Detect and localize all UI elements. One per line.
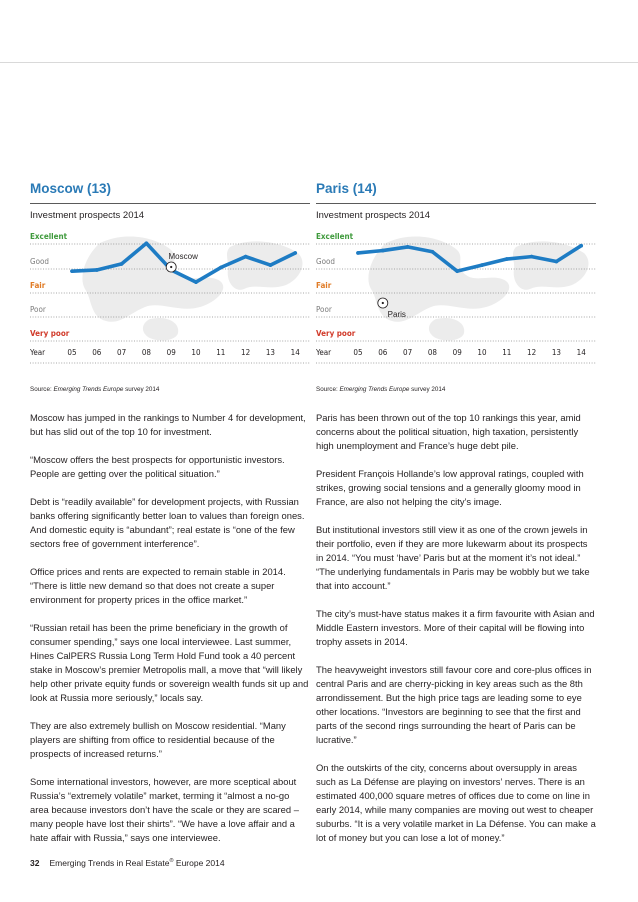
moscow-source: [30, 385, 310, 395]
paragraph: Some international investors, however, are more sceptical about Russia’s “extremely volatile” market, terming it “almost a no-go area because investors don’t have the scale or they are scared – many people have lost their shirts”. “We have a love affair and a hate affair with Russia,” says one interviewee.: [30, 776, 299, 843]
paris-title: Paris (14): [316, 181, 377, 196]
paragraph: Debt is “readily available” for development projects, with Russian banks offering significantly better loan to values than foreign ones. And domestic equity is “abundant”; real estate is “one of the few sectors free of government interference”.: [30, 496, 305, 549]
x-tick-label: 05: [67, 348, 77, 357]
footer-title-suffix: Europe 2014: [173, 858, 225, 868]
moscow-title-rule: [30, 203, 310, 204]
paragraph: On the outskirts of the city, concerns about oversupply in areas such as La Défense are playing on investors’ nerves. There is an estimated 400,000 square metres of offices due to come on line in early 2014, while many companies are moving out west to cheaper suburbs. “It is a very volatile market in La Défense. You can make a lot of money but you can lose a lot of money.”: [316, 762, 596, 843]
x-tick-label: 14: [290, 348, 300, 357]
y-category-label: Very poor: [30, 329, 70, 338]
paragraph: “Moscow offers the best prospects for opportunistic investors. People are getting over the political situation.”: [30, 454, 285, 479]
moscow-chart-subtitle: Investment prospects 2014: [30, 210, 145, 221]
x-tick-label: 09: [166, 348, 176, 357]
paragraph: But institutional investors still view it as one of the crown jewels in their portfolio, even if they are more lukewarm about its prospects in 2014. “You must ‘have’ Paris but at the moment it’s not ideal.” “The underlying fundamentals in Paris may be wobbly but we take that into account.”: [316, 524, 590, 591]
registered-mark: ®: [169, 858, 174, 865]
page-header-band: [0, 0, 638, 63]
x-tick-label: 13: [265, 348, 275, 357]
x-tick-label: 09: [452, 348, 462, 357]
data-point: [381, 249, 385, 253]
city-marker-dot: [382, 302, 384, 304]
data-point: [530, 255, 534, 259]
data-point: [120, 262, 124, 266]
source-italic: Emerging Trends Europe: [53, 386, 124, 393]
paragraph: Paris has been thrown out of the top 10 rankings this year, amid concerns about the political situation, high taxation, persistently high unemployment and France’s huge debt pile.: [316, 412, 581, 451]
x-tick-label: 12: [527, 348, 537, 357]
x-tick-label: 06: [92, 348, 102, 357]
data-point: [505, 257, 509, 261]
data-point: [431, 250, 435, 254]
data-point: [356, 251, 360, 255]
y-category-label: Very poor: [316, 329, 356, 338]
source-suffix: survey 2014: [123, 386, 160, 393]
data-point: [455, 269, 459, 273]
source-prefix: Source:: [316, 386, 340, 393]
paris-title-rule: [316, 203, 596, 204]
data-point: [579, 244, 583, 248]
page-number: 32: [30, 858, 40, 868]
paris-source: [316, 385, 596, 395]
x-tick-label: 13: [551, 348, 561, 357]
source-suffix: survey 2014: [409, 386, 446, 393]
map-shape: [227, 241, 302, 289]
x-tick-label: 07: [117, 348, 127, 357]
series-segment: [507, 257, 532, 259]
y-category-label: Fair: [316, 281, 332, 290]
x-tick-label: 08: [141, 348, 151, 357]
data-point: [194, 280, 198, 284]
y-category-label: Excellent: [316, 232, 354, 241]
x-tick-label: 11: [216, 348, 226, 357]
map-shape: [429, 318, 464, 341]
footer-title: Emerging Trends in Real Estate: [49, 858, 170, 868]
data-point: [70, 269, 74, 273]
y-category-label: Fair: [30, 281, 46, 290]
data-point: [293, 251, 297, 255]
data-point: [555, 260, 559, 264]
x-axis-title: Year: [316, 348, 332, 357]
paris-section: [316, 180, 596, 859]
page-footer: [30, 858, 225, 868]
data-point: [95, 268, 99, 272]
moscow-body-text: [30, 411, 310, 845]
city-marker-dot: [170, 266, 172, 268]
x-tick-label: 10: [477, 348, 487, 357]
paris-chart: [316, 223, 596, 383]
x-tick-label: 10: [191, 348, 201, 357]
x-tick-label: 08: [427, 348, 437, 357]
y-category-label: Poor: [30, 305, 46, 314]
paragraph: “Russian retail has been the prime beneficiary in the growth of consumer spending,” says one local interviewee. Last summer, Hines CalPERS Russia Long Term Hold Fund took a 40 percent stake in Moscow’s premier Metropolis mall, a move that “will likely help other private equity funds or sovereign wealth funds sit up and look at Russia more seriously,” locals say.: [30, 622, 309, 703]
y-category-label: Good: [30, 257, 49, 266]
map-background: [368, 236, 588, 340]
paragraph: President François Hollande’s low approval ratings, coupled with strikes, growing social tensions and a generally gloomy mood in France, are also not helping the city’s image.: [316, 468, 584, 507]
source-prefix: Source:: [30, 386, 54, 393]
paragraph: They are also extremely bullish on Moscow residential. “Many players are shifting from office to residential because of the prospects of increased returns.”: [30, 720, 286, 759]
data-point: [480, 263, 484, 267]
map-shape: [143, 318, 178, 341]
moscow-chart: [30, 223, 310, 383]
x-tick-label: 05: [353, 348, 363, 357]
moscow-title: Moscow (13): [30, 181, 112, 196]
series-segment: [358, 251, 383, 253]
y-category-label: Poor: [316, 305, 332, 314]
series-segment: [457, 265, 482, 271]
x-tick-label: 14: [576, 348, 586, 357]
paris-body-text: [316, 411, 596, 845]
x-tick-label: 07: [403, 348, 413, 357]
x-tick-label: 06: [378, 348, 388, 357]
data-point: [406, 245, 410, 249]
y-category-label: Good: [316, 257, 335, 266]
moscow-section: [30, 180, 310, 859]
paragraph: Moscow has jumped in the rankings to Number 4 for development, but has slid out of the top 10 for investment.: [30, 412, 306, 437]
x-tick-label: 12: [241, 348, 251, 357]
data-point: [244, 255, 248, 259]
y-category-label: Excellent: [30, 232, 68, 241]
data-point: [145, 241, 149, 245]
data-point: [219, 266, 223, 270]
paragraph: Office prices and rents are expected to remain stable in 2014. “There is little new demand so that does not create a super environment for property prices in the office market.”: [30, 566, 286, 605]
city-series-label: Paris: [387, 310, 406, 319]
paris-chart-subtitle: Investment prospects 2014: [316, 210, 431, 221]
x-tick-label: 11: [502, 348, 512, 357]
series-segment: [72, 270, 97, 271]
paragraph: The heavyweight investors still favour core and core-plus offices in central Paris and are cherry-picking in key areas such as the 8th arrondissement. But the high price tags are leading some to eye other locations. “Investors are beginning to see that the first and parts of the second rings surrounding the heart of Paris can be lucrative.”: [316, 664, 592, 745]
source-italic: Emerging Trends Europe: [339, 386, 410, 393]
series-segment: [482, 259, 507, 265]
city-series-label: Moscow: [168, 252, 198, 261]
x-axis-title: Year: [30, 348, 46, 357]
paragraph: The city’s must-have status makes it a firm favourite with Asian and Middle Eastern investors. More of their capital will be flowing into trophy assets in 2014.: [316, 608, 595, 647]
data-point: [269, 263, 273, 267]
